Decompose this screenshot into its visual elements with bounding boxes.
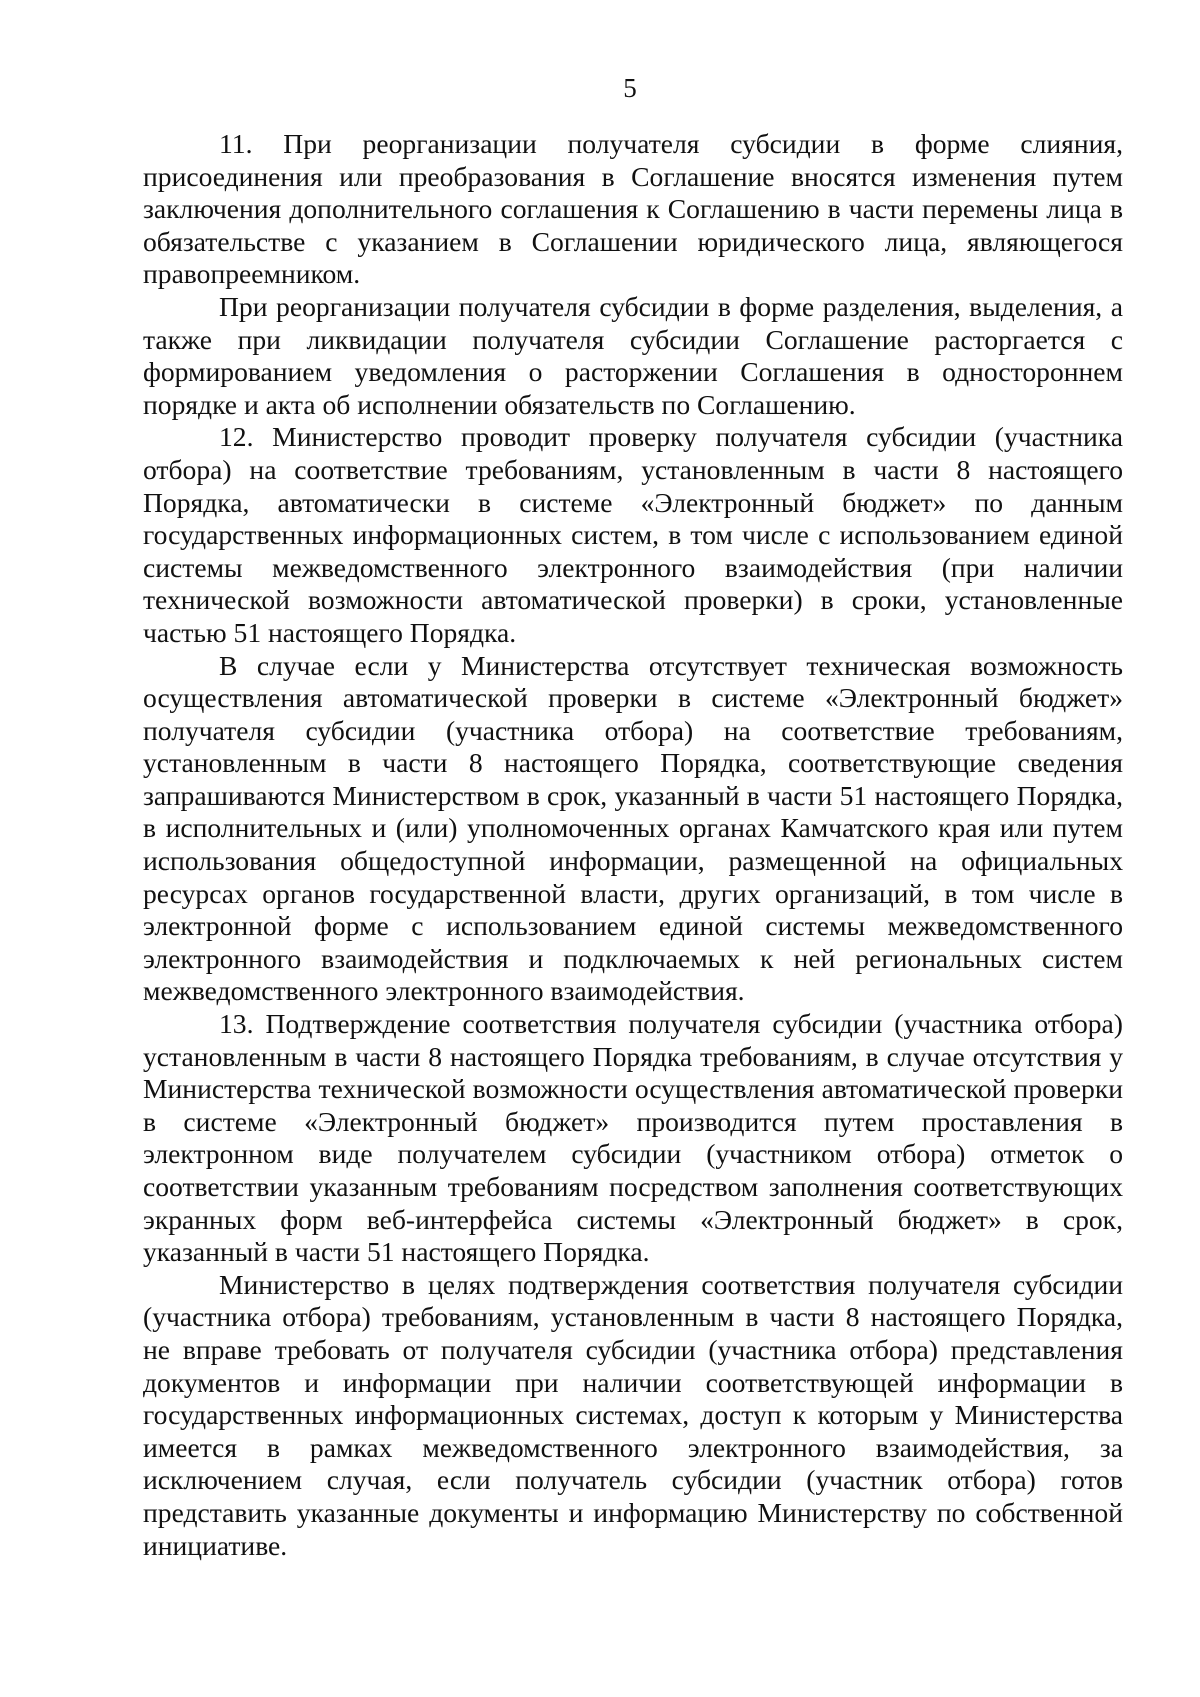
document-body — [143, 128, 1123, 1562]
paragraph-12: 12. Министерство проводит проверку получателя субсидии (участника отбора) на соответствие требованиям, установленным в части 8 настоящего Порядка, автоматически в системе «Электронный бюджет» по данным государственных информационных систем, в том числе с использованием единой системы межведомственного электронного взаимодействия (при наличии технической возможности автоматической проверки) в сроки, установленные частью 51 настоящего Порядка. — [143, 421, 1123, 648]
paragraph-13-ministry-rights: Министерство в целях подтверждения соответствия получателя субсидии (участника отбора) требованиям, установленным в части 8 настоящего Порядка, не вправе требовать от получателя субсидии (участника отбора) представления документов и информации при наличии соответствующей информации в государственных информационных системах, доступ к которым у Министерства имеется в рамках межведомственного электронного взаимодействия, за исключением случая, если получатель субсидии (участник отбора) готов представить указанные документы и информацию Министерству по собственной инициативе. — [143, 1268, 1123, 1561]
paragraph-11: 11. При реорганизации получателя субсидии в форме слияния, присоединения или преобразования в Соглашение вносятся изменения путем заключения дополнительного соглашения к Соглашению в части перемены лица в обязательстве с указанием в Соглашении юридического лица, являющегося правопреемником. — [143, 128, 1123, 290]
page-number: 5 — [623, 73, 637, 103]
paragraph-11-reorganization: При реорганизации получателя субсидии в форме разделения, выделения, а также при ликвидации получателя субсидии Соглашение расторгается с формированием уведомления о расторжении Соглашения в одностороннем порядке и акта об исполнении обязательств по Соглашению. — [143, 290, 1123, 420]
paragraph-13: 13. Подтверждение соответствия получателя субсидии (участника отбора) установленным в части 8 настоящего Порядка требованиям, в случае отсутствия у Министерства технической возможности осуществления автоматической проверки в системе «Электронный бюджет» производится путем проставления в электронном виде получателем субсидии (участником отбора) отметок о соответствии указанным требованиям посредством заполнения соответствующих экранных форм веб-интерфейса системы «Электронный бюджет» в срок, указанный в части 51 настоящего Порядка. — [143, 1008, 1123, 1268]
paragraph-12-no-technical-possibility: В случае если у Министерства отсутствует техническая возможность осуществления автоматической проверки в системе «Электронный бюджет» получателя субсидии (участника отбора) на соответствие требованиям, установленным в части 8 настоящего Порядка, соответствующие сведения запрашиваются Министерством в срок, указанный в части 51 настоящего Порядка, в исполнительных и (или) уполномоченных органах Камчатского края или путем использования общедоступной информации, размещенной на официальных ресурсах органов государственной власти, других организаций, в том числе в электронной форме с использованием единой системы межведомственного электронного взаимодействия и подключаемых к ней региональных систем межведомственного электронного взаимодействия. — [143, 649, 1123, 1007]
